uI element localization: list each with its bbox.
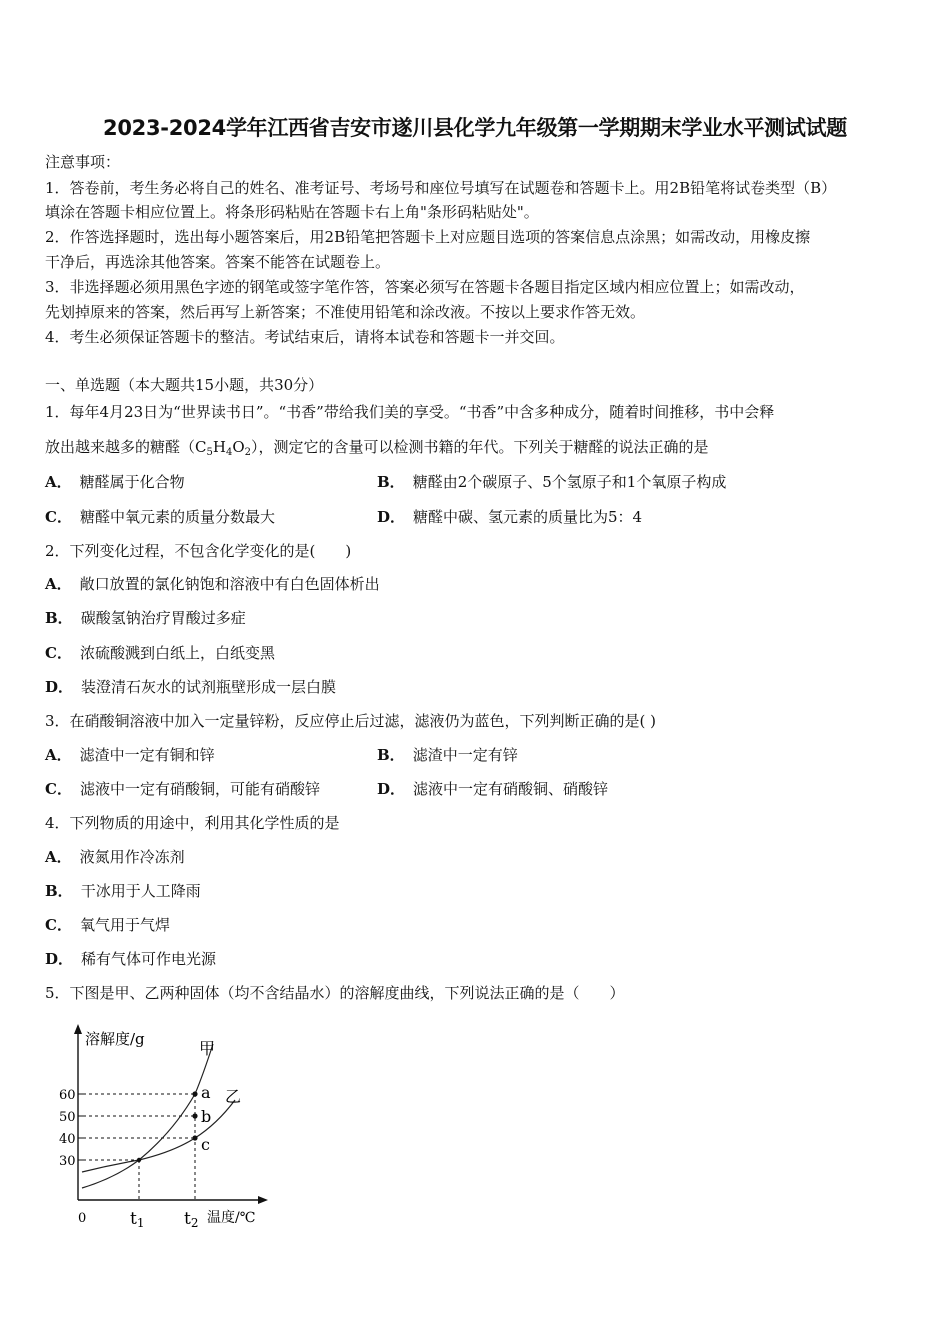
x-tick-label: t2 xyxy=(184,1209,199,1230)
solubility-chart xyxy=(55,1020,285,1235)
notice-line: 2．作答选择题时，选出每小题答案后，用2B铅笔把答题卡上对应题目选项的答案信息点涂黑；如需改动，用橡皮擦 xyxy=(45,228,811,246)
notice-line: 先划掉原来的答案，然后再写上新答案；不准使用铅笔和涂改液。不按以上要求作答无效。 xyxy=(45,303,646,321)
question-1-stem: 1．每年4月23日为“世界读书日”。“书香”带给我们美的享受。“书香”中含多种成分，随着时间推移，书中会释 xyxy=(45,403,775,421)
notice-line: 1．答卷前，考生务必将自己的姓名、准考证号、考场号和座位号填写在试题卷和答题卡上。用2B铅笔将试卷类型（B） xyxy=(45,179,837,197)
option-1a[interactable]: A． 糖醛属于化合物 xyxy=(45,473,185,491)
question-3-stem: 3．在硝酸铜溶液中加入一定量锌粉，反应停止后过滤，滤液仍为蓝色，下列判断正确的是( ) xyxy=(45,712,657,730)
y-axis-label: 溶解度/g xyxy=(85,1030,145,1048)
option-4a[interactable]: A． 液氮用作冷冻剂 xyxy=(45,848,185,866)
point-intersection xyxy=(137,1158,141,1162)
notice-line: 干净后，再选涂其他答案。答案不能答在试题卷上。 xyxy=(45,253,391,271)
y-tick-label: 40 xyxy=(59,1132,76,1147)
x-axis-arrow xyxy=(258,1196,268,1204)
option-2d[interactable]: D． 装澄清石灰水的试剂瓶壁形成一层白膜 xyxy=(45,678,337,696)
question-4-stem: 4．下列物质的用途中，利用其化学性质的是 xyxy=(45,814,340,832)
x-axis-label: 温度/℃ xyxy=(207,1210,256,1226)
annotation-b: b xyxy=(201,1107,212,1126)
series-yi-curve xyxy=(82,1100,235,1172)
point-c xyxy=(192,1135,197,1140)
notice-line: 3．非选择题必须用黑色字迹的钢笔或签字笔作答，答案必须写在答题卡各题目指定区域内相应位置上；如需改动， xyxy=(45,278,805,296)
page-title: 2023-2024学年江西省吉安市遂川县化学九年级第一学期期末学业水平测试试题 xyxy=(103,116,847,140)
notice-line: 4．考生必须保证答题卡的整洁。考试结束后，请将本试卷和答题卡一并交回。 xyxy=(45,328,565,346)
option-3c[interactable]: C． 滤液中一定有硝酸铜，可能有硝酸锌 xyxy=(45,780,320,798)
option-3d[interactable]: D． 滤液中一定有硝酸铜、硝酸锌 xyxy=(377,780,609,798)
option-3a[interactable]: A． 滤渣中一定有铜和锌 xyxy=(45,746,215,764)
annotation-c: c xyxy=(201,1135,210,1154)
option-4b[interactable]: B． 干冰用于人工降雨 xyxy=(45,882,201,900)
y-axis-arrow xyxy=(74,1024,82,1034)
y-tick-label: 50 xyxy=(59,1110,76,1125)
notice-heading: 注意事项： xyxy=(45,153,121,171)
annotation-a: a xyxy=(201,1083,211,1102)
option-1d[interactable]: D． 糖醛中碳、氢元素的质量比为5：4 xyxy=(377,508,643,526)
question-5-stem: 5．下图是甲、乙两种固体（均不含结晶水）的溶解度曲线，下列说法正确的是（ ） xyxy=(45,984,625,1002)
option-3b[interactable]: B． 滤渣中一定有锌 xyxy=(377,746,518,764)
series-yi-label: 乙 xyxy=(225,1087,242,1106)
y-tick-label: 30 xyxy=(59,1154,76,1169)
option-2a[interactable]: A． 敞口放置的氯化钠饱和溶液中有白色固体析出 xyxy=(45,575,380,593)
point-b xyxy=(192,1113,197,1118)
origin-label: 0 xyxy=(78,1211,87,1226)
option-2b[interactable]: B． 碳酸氢钠治疗胃酸过多症 xyxy=(45,609,246,627)
series-jia-label: 甲 xyxy=(199,1039,216,1058)
option-4c[interactable]: C． 氧气用于气焊 xyxy=(45,916,170,934)
point-a xyxy=(192,1091,197,1096)
question-1-stem-2: 放出越来越多的糖醛$(C_5H_4O_2)$，测定它的含量可以检测书籍的年代。下列关于糖醛的说法正确的是 xyxy=(45,438,709,458)
section-heading: 一、单选题（本大题共15小题，共30分） xyxy=(45,376,324,394)
x-tick-label: t1 xyxy=(130,1209,145,1230)
option-1c[interactable]: C． 糖醛中氧元素的质量分数最大 xyxy=(45,508,275,526)
option-2c[interactable]: C． 浓硫酸溅到白纸上，白纸变黑 xyxy=(45,644,275,662)
notice-line: 填涂在答题卡相应位置上。将条形码粘贴在答题卡右上角"条形码粘贴处"。 xyxy=(45,203,539,221)
option-1b[interactable]: B． 糖醛由2个碳原子、5个氢原子和1个氧原子构成 xyxy=(377,473,727,491)
option-4d[interactable]: D． 稀有气体可作电光源 xyxy=(45,950,217,968)
y-tick-label: 60 xyxy=(59,1088,76,1103)
question-2-stem: 2．下列变化过程，不包含化学变化的是( ) xyxy=(45,542,352,560)
